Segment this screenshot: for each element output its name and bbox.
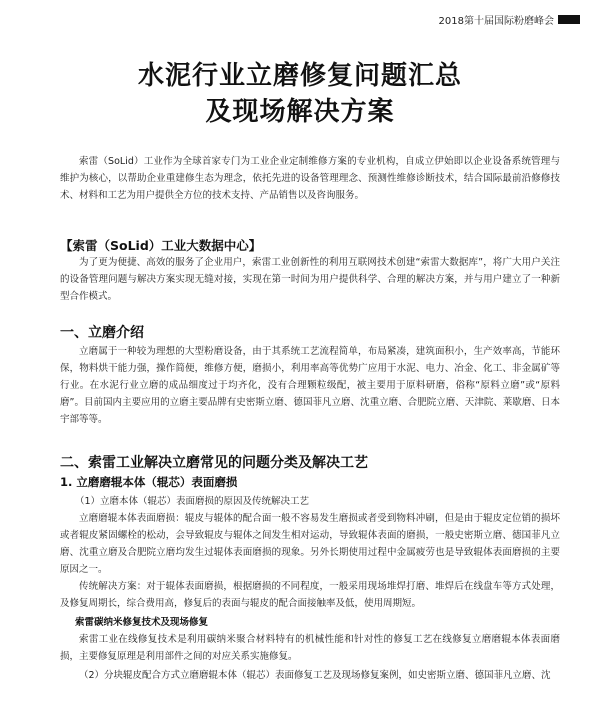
conference-name: 2018第十届国际粉磨峰会 bbox=[438, 16, 554, 27]
section2-paragraph-3: 索雷工业在线修复技术是利用碳纳米聚合材料特有的机械性能和针对性的修复工艺在线修复立磨磨辊本体表面磨损，主要修复原理是利用部件之间的对应关系实施修复。 bbox=[60, 634, 560, 662]
section2-bold-subheading: 索雷碳纳米修复技术及现场修复 bbox=[75, 617, 209, 628]
section1-heading: 一、立磨介绍 bbox=[60, 325, 144, 341]
section2-paragraph-4: （2）分块辊皮配合方式立磨磨辊本体（辊芯）表面修复工艺及现场修复案例，如史密斯立磨、德国菲凡立磨、沈 bbox=[79, 670, 551, 681]
title-line-2: 及现场解决方案 bbox=[205, 97, 395, 127]
section2-paragraph-1: 立磨磨辊本体表面磨损：辊皮与辊体的配合面一般不容易发生磨损或者受到物料冲刷，但是由于辊皮定位销的损坏或者辊皮紧固螺栓的松动，会导致辊皮与辊体之间发生相对运动，导致辊体表面的磨损，一般史密斯立磨、德国菲凡立磨、沈重立磨及合肥院立磨均发生过辊体表面磨损的现象。另外长期使用过程中金属疲劳也是导致辊体表面磨损的主要原因之一。 bbox=[60, 513, 560, 575]
brand-section-heading: 【索雷（SoLid）工业大数据中心】 bbox=[60, 238, 262, 253]
section2-paragraph-2: 传统解决方案：对于辊体表面磨损，根据磨损的不同程度，一般采用现场堆焊打磨、堆焊后在线盘车等方式处理，及修复周期长，综合费用高，修复后的表面与辊皮的配合面接触率及低，使用周期短。 bbox=[60, 581, 560, 609]
title-line-1: 水泥行业立磨修复问题汇总 bbox=[137, 61, 462, 91]
conference-header bbox=[439, 12, 580, 27]
header-bar-mark bbox=[558, 15, 580, 24]
section2-sub1-1-heading: （1）立磨本体（辊芯）表面磨损的原因及传统解决工艺 bbox=[75, 496, 310, 507]
section1-body: 立磨属于一种较为理想的大型粉磨设备，由于其系统工艺流程简单，布局紧凑，建筑面积小，生产效率高，节能环保，物料烘干能力强，操作简便，维修方便，磨损小，利用率高等优势广应用于水泥、电力、冶金、化工、非金属矿等行业。在水泥行业立磨的成品细度过于均齐化，没有合理颗粒级配，被主要用于原料研磨，俗称“原料立磨”或“原料磨”。目前国内主要应用的立磨主要品牌有史密斯立磨、德国菲凡立磨、沈重立磨、合肥院立磨、天津院、莱歇磨、日本宇部等等。 bbox=[60, 346, 560, 425]
intro-paragraph: 索雷（SoLid）工业作为全球首家专门为工业企业定制维修方案的专业机构，自成立伊始即以企业设备系统管理与维护为核心，以帮助企业重建修生态为理念，依托先进的设备管理理念、预测性维修诊断技术，结合国际最前沿修修技术、材料和工艺为用户提供全方位的技术支持、产品销售以及咨询服务。 bbox=[60, 156, 560, 201]
section2-sub1-heading: 1. 立磨磨辊本体（辊芯）表面磨损 bbox=[60, 475, 238, 489]
section2-heading: 二、索雷工业解决立磨常见的问题分类及解决工艺 bbox=[60, 455, 368, 471]
brand-section-body: 为了更为便捷、高效的服务了企业用户，索雷工业创新性的利用互联网技术创建“索雷大数据库”，将广大用户关注的设备管理问题与解决方案实现无缝对接，实现在第一时间为用户提供科学、合理的解决方案，并与用户建立了一种新型合作模式。 bbox=[60, 257, 560, 302]
article-title bbox=[0, 58, 600, 130]
